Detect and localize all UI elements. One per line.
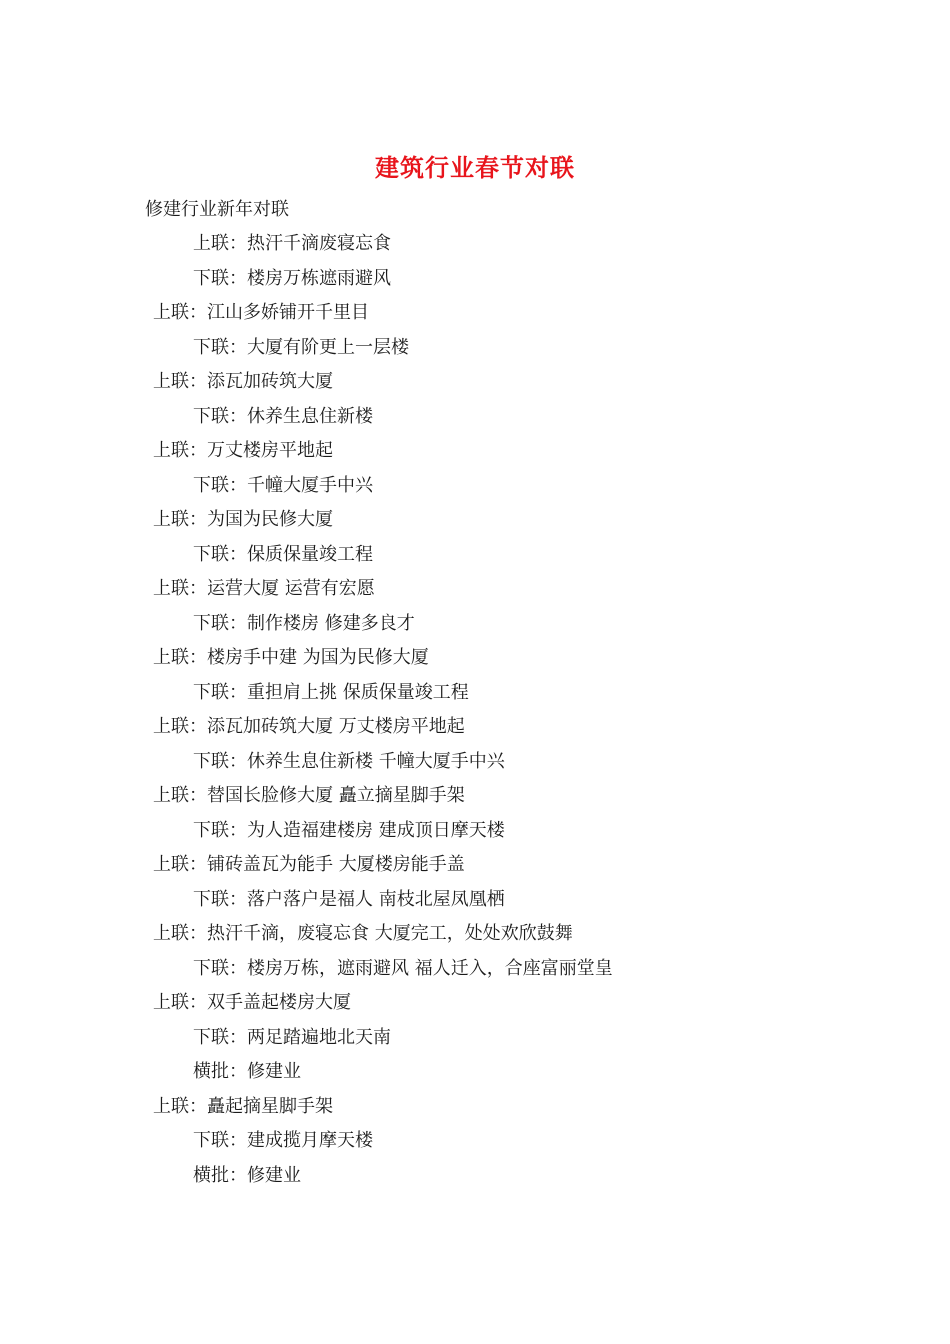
couplet-line: 下联：为人造福建楼房 建成顶日摩天楼 <box>193 819 505 841</box>
couplet-line: 上联：万丈楼房平地起 <box>153 440 333 461</box>
couplet-line: 下联：楼房万栋，遮雨避风 福人迁入，合座富丽堂皇 <box>193 957 613 979</box>
couplet-line: 下联：休养生息住新楼 <box>193 405 373 427</box>
couplet-line: 下联：楼房万栋遮雨避风 <box>193 267 391 289</box>
couplet-line: 下联：大厦有阶更上一层楼 <box>193 336 409 358</box>
couplet-line: 下联：两足踏遍地北天南 <box>193 1026 391 1048</box>
couplet-line: 下联：重担肩上挑 保质保量竣工程 <box>193 681 469 703</box>
couplet-line: 下联：建成揽月摩天楼 <box>193 1130 373 1151</box>
couplet-line: 上联：矗起摘星脚手架 <box>153 1095 333 1117</box>
document-title: 建筑行业春节对联 <box>375 153 575 182</box>
couplet-line: 上联：热汗千滴，废寝忘食 大厦完工，处处欢欣鼓舞 <box>153 923 573 944</box>
couplet-line: 下联：休养生息住新楼 千幢大厦手中兴 <box>193 750 505 772</box>
couplet-line: 下联：落户落户是福人 南枝北屋凤凰栖 <box>193 888 505 910</box>
couplet-line: 下联：保质保量竣工程 <box>193 543 373 565</box>
couplet-line: 上联：楼房手中建 为国为民修大厦 <box>153 647 429 668</box>
couplet-line: 上联：为国为民修大厦 <box>153 509 333 530</box>
couplet-line: 上联：添瓦加砖筑大厦 万丈楼房平地起 <box>153 716 465 737</box>
couplet-line: 上联：添瓦加砖筑大厦 <box>153 371 333 392</box>
couplet-line: 上联：运营大厦 运营有宏愿 <box>153 578 375 599</box>
couplet-line: 横批：修建业 <box>193 1061 301 1082</box>
couplet-line: 下联：制作楼房 修建多良才 <box>193 612 415 634</box>
couplet-list <box>0 230 950 1196</box>
couplet-line: 横批：修建业 <box>193 1164 301 1186</box>
couplet-line: 上联：双手盖起楼房大厦 <box>153 992 351 1013</box>
couplet-line: 上联：铺砖盖瓦为能手 大厦楼房能手盖 <box>153 854 465 875</box>
document-subtitle: 修建行业新年对联 <box>145 199 289 220</box>
couplet-line: 下联：千幢大厦手中兴 <box>193 474 373 496</box>
couplet-line: 上联：替国长脸修大厦 矗立摘星脚手架 <box>153 785 465 806</box>
couplet-line: 上联：热汗千滴废寝忘食 <box>193 233 391 254</box>
couplet-line: 上联：江山多娇铺开千里目 <box>153 302 369 323</box>
